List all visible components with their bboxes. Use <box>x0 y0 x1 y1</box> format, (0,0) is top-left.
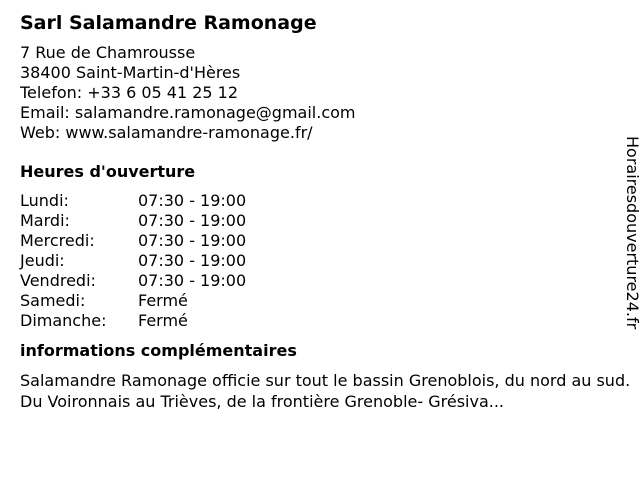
street-address: 7 Rue de Chamrousse <box>20 43 196 62</box>
day-label: Mercredi: <box>20 231 95 250</box>
day-hours: 07:30 - 19:00 <box>138 211 247 230</box>
day-hours: 07:30 - 19:00 <box>138 191 247 210</box>
site-watermark: Horairesdouverture24.fr <box>623 136 642 330</box>
hours-row-dimanche <box>20 311 620 331</box>
business-card <box>20 10 631 412</box>
business-name: Sarl Salamandre Ramonage <box>20 12 317 34</box>
day-hours: 07:30 - 19:00 <box>138 251 247 270</box>
hours-row-samedi <box>20 291 620 311</box>
day-hours: Fermé <box>138 311 188 330</box>
hours-row-jeudi <box>20 251 620 271</box>
day-label: Samedi: <box>20 291 86 310</box>
day-hours: 07:30 - 19:00 <box>138 271 247 290</box>
hours-row-mercredi <box>20 231 620 251</box>
day-label: Lundi: <box>20 191 69 210</box>
day-label: Jeudi: <box>20 251 65 270</box>
phone-line: Telefon: +33 6 05 41 25 12 <box>20 83 239 102</box>
info-heading: informations complémentaires <box>20 341 297 360</box>
day-label: Vendredi: <box>20 271 96 290</box>
hours-row-lundi <box>20 191 620 211</box>
hours-table <box>20 191 620 331</box>
day-label: Dimanche: <box>20 311 107 330</box>
city-line: 38400 Saint-Martin-d'Hères <box>20 63 241 82</box>
hours-row-mardi <box>20 211 620 231</box>
email-line: Email: salamandre.ramonage@gmail.com <box>20 103 356 122</box>
day-hours: 07:30 - 19:00 <box>138 231 247 250</box>
info-description: Salamandre Ramonage officie sur tout le bassin Grenoblois, du nord au sud. Du Voironnais au Trièves, de la frontière Grenoble- Grésiva... <box>20 371 631 411</box>
day-label: Mardi: <box>20 211 70 230</box>
hours-row-vendredi <box>20 271 620 291</box>
web-line: Web: www.salamandre-ramonage.fr/ <box>20 123 313 142</box>
hours-heading: Heures d'ouverture <box>20 162 196 181</box>
contact-block <box>20 43 620 143</box>
day-hours: Fermé <box>138 291 188 310</box>
